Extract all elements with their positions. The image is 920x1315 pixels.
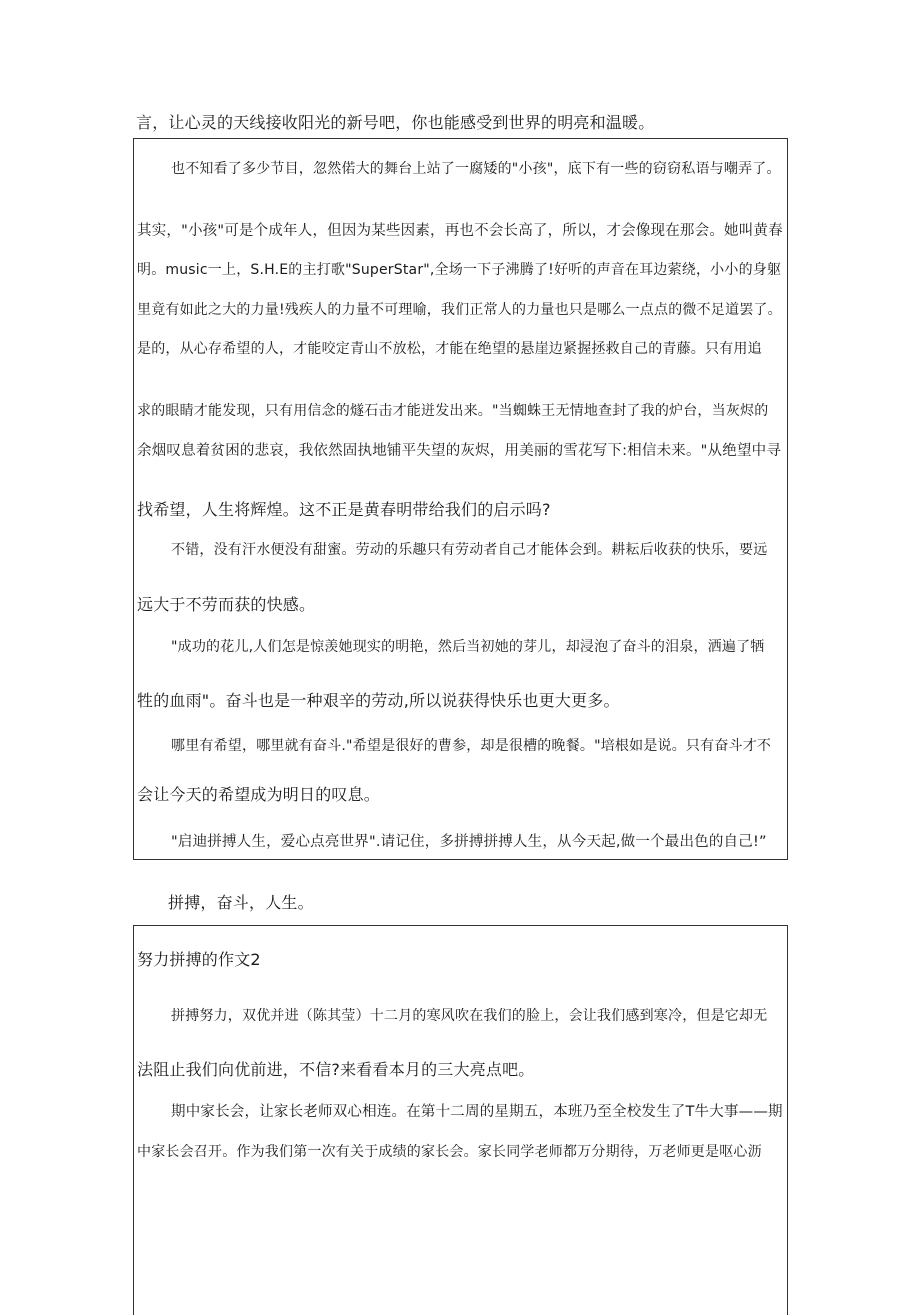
paragraph-line: 求的眼睛才能发现，只有用信念的燧石击才能迸发出来。"当蜘蛛王无情地查封了我的炉台，当灰烬的 (137, 403, 769, 419)
paragraph-line: 远大于不劳而获的快感。 (137, 595, 316, 614)
paragraph-line: "启迪拼搏人生，爱心点亮世界".请记住，多拼搏拼搏人生，从今天起,做一个最出色的自己!” (171, 834, 767, 850)
paragraph-line: 期中家长会，让家长老师双心相连。在第十二周的星期五，本班乃至全校发生了T牛大事——期 (171, 1104, 783, 1120)
middle-line: 拼搏，奋斗，人生。 (168, 893, 314, 912)
text-box-1 (133, 138, 788, 860)
text-box-2 (133, 925, 788, 1315)
paragraph-line: 会让今天的希望成为明日的叹息。 (137, 785, 381, 804)
paragraph-line: "成功的花儿,人们怎是惊羡她现实的明艳，然后当初她的芽儿，却浸泡了奋斗的泪泉，洒遍了牺 (171, 639, 765, 655)
section-title: 努力拼搏的作文2 (137, 950, 261, 969)
paragraph-line: 找希望，人生将辉煌。这不正是黄春明带给我们的启示吗? (137, 500, 551, 519)
paragraph-line: 余烟叹息着贫困的悲哀，我依然固执地铺平失望的灰烬，用美丽的雪花写下:相信未来。"从绝望中寻 (137, 443, 782, 459)
paragraph-line: 里竟有如此之大的力量!残疾人的力量不可理喻，我们正常人的力量也只是哪么一点点的微不足道罢了。 (137, 302, 782, 318)
paragraph-line: 是的，从心存希望的人，才能咬定青山不放松，才能在绝望的悬崖边紧握拯救自己的青藤。只有用追 (137, 341, 762, 357)
paragraph-line: 拼搏努力，双优并进（陈其莹）十二月的寒风吹在我们的脸上，会让我们感到寒冷，但是它却无 (171, 1008, 768, 1024)
paragraph-line: 牲的血雨"。奋斗也是一种艰辛的劳动,所以说获得快乐也更大更多。 (137, 691, 620, 710)
paragraph-line: 明。music一上，S.H.E的主打歌"SuperStar",全场一下子沸腾了!好听的声音在耳边萦绕，小小的身躯 (137, 262, 782, 278)
paragraph-line: 也不知看了多少节目，忽然偌大的舞台上站了一腐矮的"小孩"，底下有一些的窃窃私语与嘲弄了。 (171, 161, 781, 177)
intro-line: 言，让心灵的天线接收阳光的新号吧，你也能感受到世界的明亮和温暖。 (136, 113, 655, 132)
paragraph-line: 其实，"小孩"可是个成年人，但因为某些因素，再也不会长高了，所以，才会像现在那会。她叫黄春 (137, 223, 783, 239)
paragraph-line: 中家长会召开。作为我们第一次有关于成绩的家长会。家长同学老师都万分期待，万老师更是呕心沥 (137, 1144, 762, 1160)
paragraph-line: 哪里有希望，哪里就有奋斗."希望是很好的曹参，却是很槽的晚餐。"培根如是说。只有奋斗才不 (171, 738, 772, 754)
paragraph-line: 不错，没有汗水便没有甜蜜。劳动的乐趣只有劳动者自己才能体会到。耕耘后收获的快乐，要远 (171, 542, 768, 558)
paragraph-line: 法阻止我们向优前进，不信?来看看本月的三大亮点吧。 (137, 1060, 535, 1079)
